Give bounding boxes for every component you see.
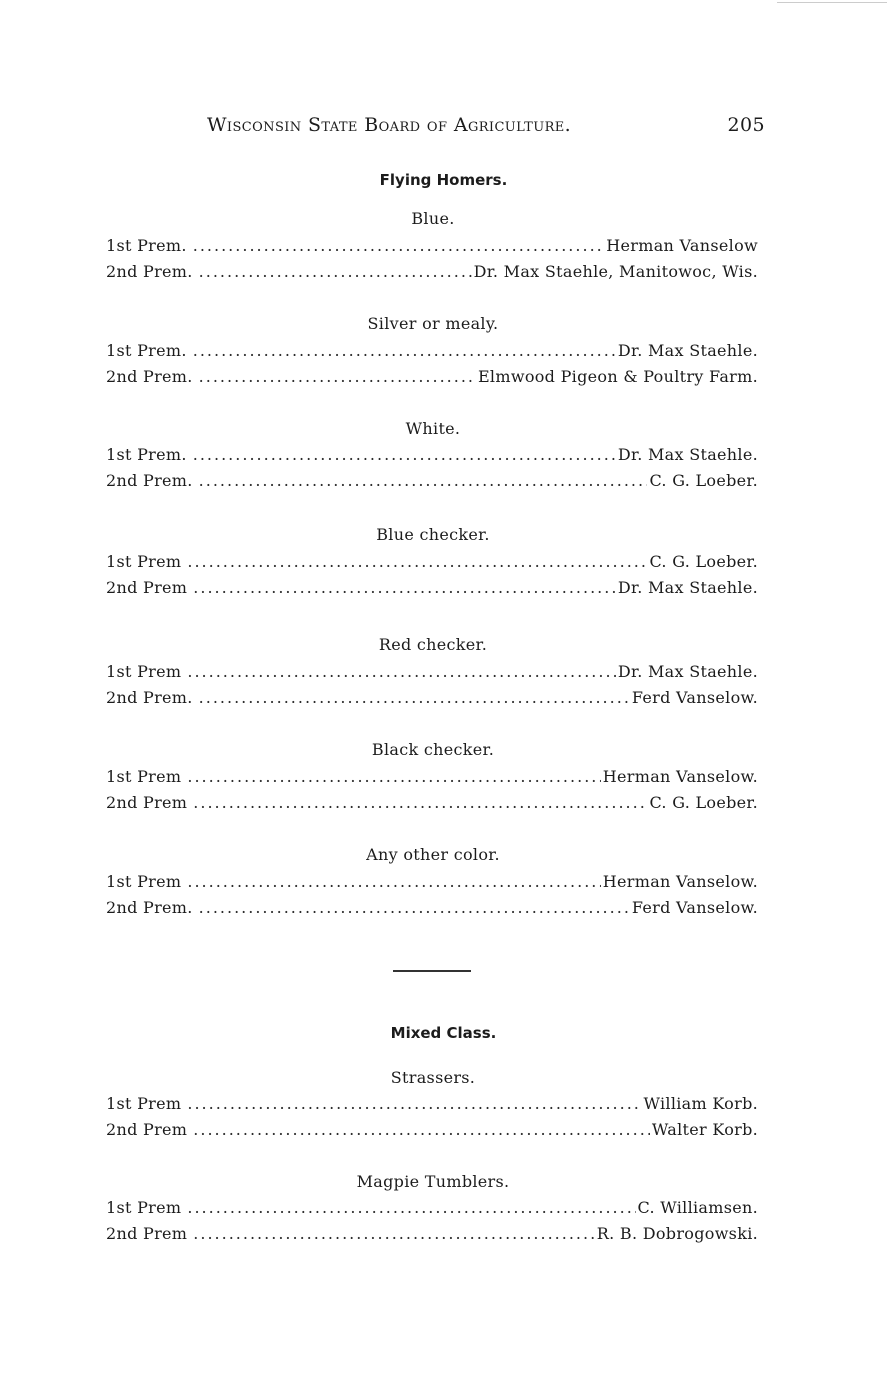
prize-label: 2nd Prem — [106, 793, 188, 812]
winner-name: C. G. Loeber. — [649, 793, 758, 812]
prize-entry — [106, 1120, 758, 1144]
winner-name: C. G. Loeber. — [649, 471, 758, 490]
winner-name: C. Williamsen. — [637, 1198, 758, 1217]
prize-entry — [106, 1224, 758, 1248]
winner-name: Herman Vanselow. — [602, 872, 758, 891]
prize-label: 2nd Prem — [106, 578, 188, 597]
page-number: 205 — [727, 114, 765, 136]
leader-dots — [187, 1198, 635, 1217]
winner-name: Herman Vanselow. — [602, 767, 758, 786]
winner-name: Walter Korb. — [651, 1120, 758, 1139]
prize-entry — [106, 341, 758, 365]
leader-dots — [193, 341, 616, 360]
winner-name: Dr. Max Staehle, Manitowoc, Wis. — [473, 262, 758, 281]
winner-name: Dr. Max Staehle. — [617, 578, 758, 597]
group-heading: Black checker. — [371, 740, 495, 759]
winner-name: William Korb. — [643, 1094, 758, 1113]
prize-label: 2nd Prem. — [106, 688, 193, 707]
leader-dots — [187, 662, 616, 681]
group-heading: Red checker. — [378, 635, 488, 654]
leader-dots — [193, 236, 605, 255]
leader-dots — [193, 793, 647, 812]
leader-dots — [187, 552, 647, 571]
prize-label: 2nd Prem — [106, 1120, 188, 1139]
prize-label: 1st Prem — [106, 767, 182, 786]
prize-entry — [106, 767, 758, 791]
winner-name: C. G. Loeber. — [649, 552, 758, 571]
leader-dots — [193, 578, 616, 597]
winner-name: Dr. Max Staehle. — [617, 445, 758, 464]
group-heading: Any other color. — [366, 845, 500, 864]
group-heading: Blue. — [411, 209, 455, 228]
prize-label: 1st Prem — [106, 1198, 182, 1217]
header-title: Wisconsin State Board of Agriculture. — [207, 114, 572, 136]
leader-dots — [187, 1094, 641, 1113]
prize-entry — [106, 552, 758, 576]
prize-label: 2nd Prem — [106, 1224, 188, 1243]
prize-entry — [106, 898, 758, 922]
prize-entry — [106, 793, 758, 817]
winner-name: Ferd Vanselow. — [631, 688, 758, 707]
leader-dots — [199, 898, 630, 917]
prize-entry — [106, 471, 758, 495]
section-title-mixed-class: Mixed Class. — [390, 1024, 497, 1042]
prize-label: 1st Prem — [106, 552, 182, 571]
winner-name: Dr. Max Staehle. — [617, 662, 758, 681]
leader-dots — [199, 367, 476, 386]
leader-dots — [199, 688, 630, 707]
leader-dots — [193, 1120, 650, 1139]
prize-label: 1st Prem. — [106, 445, 187, 464]
prize-label: 2nd Prem. — [106, 262, 193, 281]
prize-label: 2nd Prem. — [106, 898, 193, 917]
prize-entry — [106, 445, 758, 469]
group-heading: Magpie Tumblers. — [356, 1172, 510, 1191]
prize-label: 1st Prem — [106, 1094, 182, 1113]
prize-entry — [106, 688, 758, 712]
prize-label: 1st Prem. — [106, 341, 187, 360]
leader-dots — [193, 445, 616, 464]
leader-dots — [187, 872, 600, 891]
section-title-flying-homers: Flying Homers. — [379, 171, 508, 189]
prize-label: 1st Prem. — [106, 236, 187, 255]
winner-name: R. B. Dobrogowski. — [596, 1224, 758, 1243]
prize-label: 1st Prem — [106, 662, 182, 681]
leader-dots — [199, 471, 648, 490]
leader-dots — [193, 1224, 595, 1243]
section-divider — [393, 970, 471, 972]
running-header — [100, 114, 765, 142]
scan-edge-line — [777, 2, 887, 3]
prize-entry — [106, 662, 758, 686]
leader-dots — [199, 262, 472, 281]
prize-entry — [106, 236, 758, 260]
winner-name: Ferd Vanselow. — [631, 898, 758, 917]
prize-entry — [106, 578, 758, 602]
winner-name: Dr. Max Staehle. — [617, 341, 758, 360]
prize-entry — [106, 872, 758, 896]
winner-name: Herman Vanselow — [606, 236, 758, 255]
group-heading: White. — [405, 419, 461, 438]
prize-entry — [106, 1094, 758, 1118]
winner-name: Elmwood Pigeon & Poultry Farm. — [477, 367, 758, 386]
group-heading: Silver or mealy. — [367, 314, 499, 333]
prize-label: 2nd Prem. — [106, 471, 193, 490]
prize-label: 2nd Prem. — [106, 367, 193, 386]
prize-entry — [106, 1198, 758, 1222]
group-heading: Blue checker. — [376, 525, 490, 544]
prize-entry — [106, 367, 758, 391]
leader-dots — [187, 767, 600, 786]
prize-label: 1st Prem — [106, 872, 182, 891]
group-heading: Strassers. — [390, 1068, 476, 1087]
prize-entry — [106, 262, 758, 286]
